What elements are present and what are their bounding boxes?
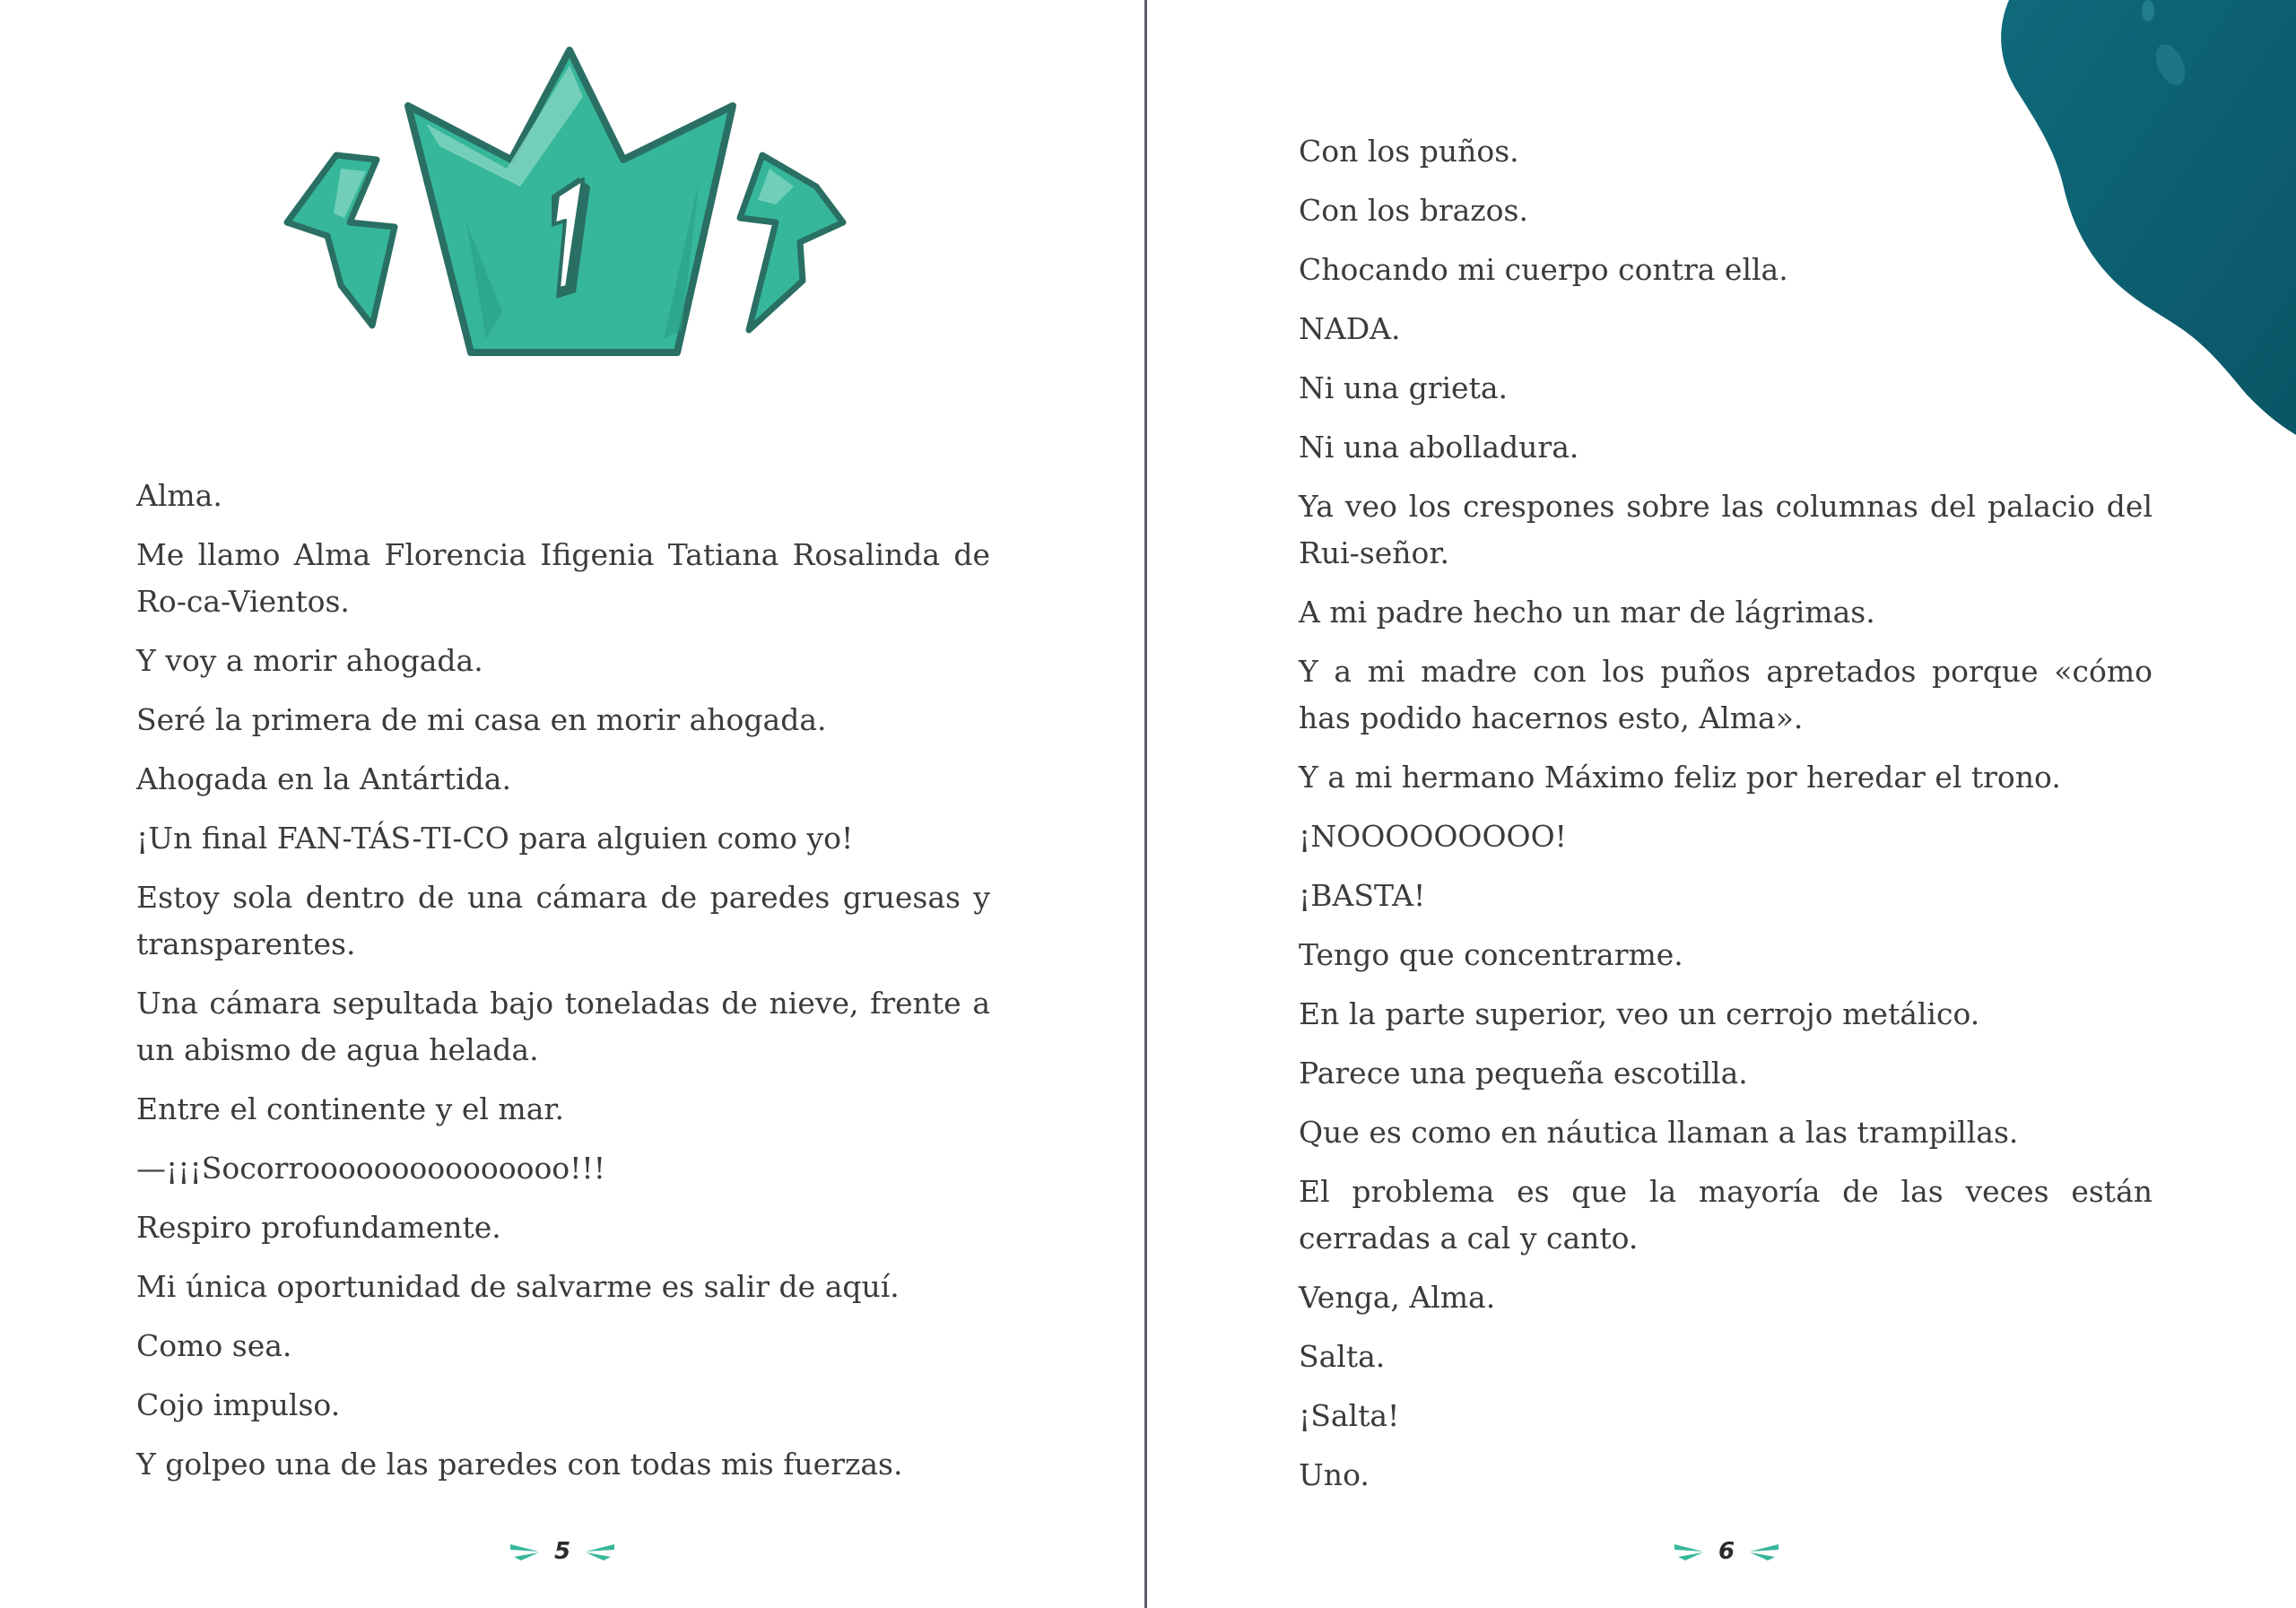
paragraph: Chocando mi cuerpo contra ella. xyxy=(1299,252,1788,287)
paragraph: En la parte superior, veo un cerrojo metálico. xyxy=(1299,996,1980,1031)
paragraph: Entre el continente y el mar. xyxy=(136,1091,565,1126)
paragraph: Parece una pequeña escotilla. xyxy=(1299,1056,1748,1091)
paragraph: Alma. xyxy=(136,478,222,513)
page-number-text: 5 xyxy=(553,1538,571,1565)
paragraph: Cojo impulso. xyxy=(136,1387,341,1422)
page-number-right xyxy=(1673,1535,1780,1568)
left-page xyxy=(0,0,1146,1608)
paragraph: A mi padre hecho un mar de lágrimas. xyxy=(1299,595,1875,630)
right-page-text xyxy=(1299,128,2152,1511)
right-page xyxy=(1147,0,2296,1608)
paragraph: Salta. xyxy=(1299,1339,1386,1374)
paragraph: Que es como en náutica llaman a las trampillas. xyxy=(1299,1115,2019,1150)
paragraph: Seré la primera de mi casa en morir ahogada. xyxy=(136,702,827,737)
chapter-number-text: 1 xyxy=(251,43,252,44)
paragraph: —¡¡¡Socorrooooooooooooooo!!! xyxy=(136,1151,605,1186)
paragraph: Tengo que concentrarme. xyxy=(1299,937,1683,972)
paragraph: Y golpeo una de las paredes con todas mis fuerzas. xyxy=(136,1447,903,1482)
paragraph: Con los puños. xyxy=(1299,134,1519,169)
paragraph: El problema es que la mayoría de las veces están cerradas a cal y canto. xyxy=(1299,1174,2152,1256)
paragraph: Como sea. xyxy=(136,1328,292,1363)
paragraph: Con los brazos. xyxy=(1299,193,1528,228)
paragraph: Ni una abolladura. xyxy=(1299,430,1579,465)
dash-ornament-icon xyxy=(1744,1541,1780,1562)
paragraph: ¡Un final FAN-TÁS-TI-CO para alguien como yo! xyxy=(136,821,854,856)
paragraph: Mi única oportunidad de salvarme es salir de aquí. xyxy=(136,1269,900,1304)
dash-ornament-icon xyxy=(509,1541,544,1562)
paragraph: Y voy a morir ahogada. xyxy=(136,643,483,678)
dash-ornament-icon xyxy=(580,1541,616,1562)
lightning-bolt-left-icon xyxy=(287,155,395,326)
paragraph: Ya veo los crespones sobre las columnas del palacio del Rui-señor. xyxy=(1299,489,2152,570)
paragraph: Estoy sola dentro de una cámara de paredes gruesas y transparentes. xyxy=(136,880,990,961)
paragraph: ¡BASTA! xyxy=(1299,878,1426,913)
paragraph: Una cámara sepultada bajo toneladas de nieve, frente a un abismo de agua helada. xyxy=(136,986,990,1067)
paragraph: Ni una grieta. xyxy=(1299,370,1508,405)
paragraph: Venga, Alma. xyxy=(1299,1280,1496,1315)
paragraph: NADA. xyxy=(1299,311,1401,346)
paragraph: Uno. xyxy=(1299,1457,1370,1492)
paragraph: Y a mi hermano Máximo feliz por heredar el trono. xyxy=(1299,760,2061,795)
paragraph: ¡Salta! xyxy=(1299,1398,1400,1433)
crown-with-lightning-bolts-icon xyxy=(251,43,897,375)
page-number-text: 6 xyxy=(1718,1538,1735,1565)
paragraph: Me llamo Alma Florencia Ifigenia Tatiana Rosalinda de Ro-ca-Vientos. xyxy=(136,537,990,619)
paragraph: ¡NOOOOOOOOO! xyxy=(1299,819,1567,854)
paragraph: Respiro profundamente. xyxy=(136,1210,501,1245)
left-page-text xyxy=(136,473,990,1500)
paragraph: Ahogada en la Antártida. xyxy=(136,761,511,796)
lightning-bolt-right-icon xyxy=(740,155,843,330)
dash-ornament-icon xyxy=(1673,1541,1709,1562)
page-number-left xyxy=(509,1535,616,1568)
paragraph: Y a mi madre con los puños apretados porque «cómo has podido hacernos esto, Alma». xyxy=(1299,654,2152,735)
